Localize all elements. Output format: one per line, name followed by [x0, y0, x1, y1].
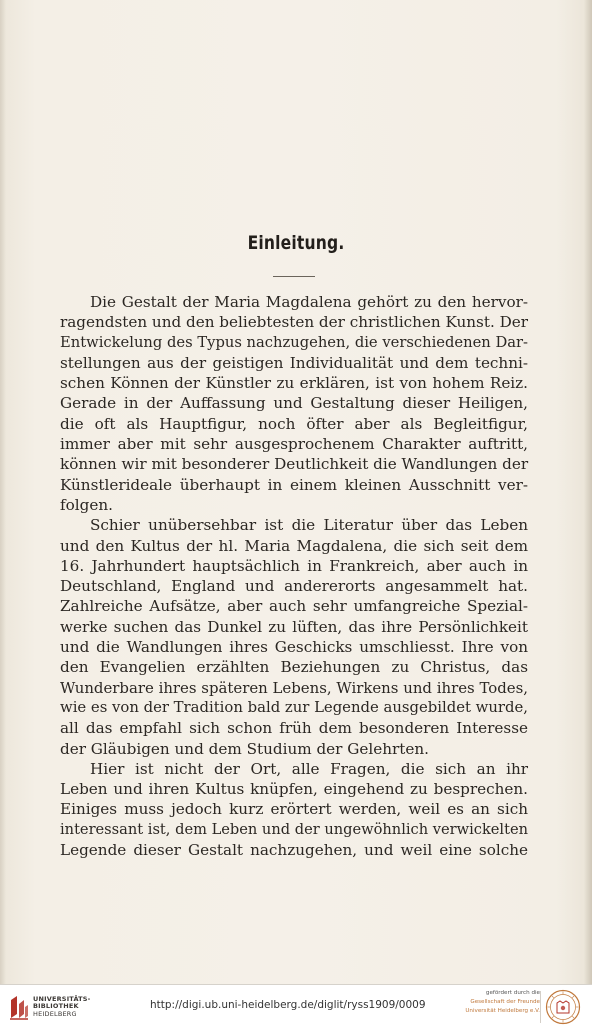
text-line: all das empfahl sich schon früh dem besonderen Interesse: [60, 719, 528, 738]
text-line: Gerade in der Auffassung und Gestaltung dieser Heiligen,: [60, 394, 528, 413]
text-line: wie es von der Tradition bald zur Legende ausgebildet wurde,: [60, 698, 528, 716]
text-line: und die Wandlungen ihres Geschicks umschliesst. Ihre von: [60, 638, 528, 657]
text-line: Schier unübersehbar ist die Literatur über das Leben: [90, 516, 528, 535]
text-line: Wunderbare ihres späteren Lebens, Wirkens und ihres Todes,: [60, 678, 528, 697]
text-line: Einiges muss jedoch kurz erörtert werden, weil es an sich: [60, 800, 528, 819]
body-text: [60, 292, 528, 860]
text-line: der Gläubigen und dem Studium der Gelehrten.: [60, 739, 429, 758]
text-line: Künstlerideale überhaupt in einem kleinen Ausschnitt ver-: [60, 475, 528, 494]
text-line: werke suchen das Dunkel zu lüften, das ihre Persönlichkeit: [60, 617, 528, 636]
library-name: [33, 996, 91, 1018]
page-edge-shadow-right: [584, 0, 592, 984]
page-edge-shadow-left: [0, 0, 6, 984]
text-line: Hier ist nicht der Ort, alle Fragen, die sich an ihr: [90, 759, 528, 778]
text-line: und den Kultus der hl. Maria Magdalena, die sich seit dem: [60, 536, 528, 555]
text-line: 16. Jahrhundert hauptsächlich in Frankreich, aber auch in: [60, 556, 528, 575]
sponsor-by-label: gefördert durch die: [485, 990, 540, 996]
library-name-line3: HEIDELBERG: [33, 1009, 77, 1018]
text-line: folgen.: [60, 495, 113, 514]
text-line: Entwickelung des Typus nachzugehen, die verschiedenen Dar-: [60, 333, 528, 351]
text-line: Leben und ihren Kultus knüpfen, eingehend zu besprechen.: [60, 780, 528, 799]
heading-rule: [273, 276, 315, 277]
footer-divider: [540, 991, 541, 1023]
text-line: ragendsten und den beliebtesten der christlichen Kunst. Der: [60, 313, 528, 332]
text-line: stellungen aus der geistigen Individualität und dem techni-: [60, 353, 528, 372]
text-line: schen Können der Künstler zu erklären, ist von hohem Reiz.: [60, 374, 528, 393]
library-name-line2: BIBLIOTHEK: [33, 1002, 79, 1011]
text-line: können wir mit besonderer Deutlichkeit die Wandlungen der: [60, 455, 529, 474]
text-line: Die Gestalt der Maria Magdalena gehört zu den hervor-: [90, 293, 528, 311]
text-line: Deutschland, England und andererorts angesammelt hat.: [60, 577, 528, 596]
university-seal-icon: [545, 989, 581, 1025]
text-line: Zahlreiche Aufsätze, aber auch sehr umfangreiche Spezial-: [60, 597, 528, 616]
ub-logo-icon: [8, 994, 30, 1020]
text-line: Legende dieser Gestalt nachzugehen, und weil eine solche: [60, 841, 528, 860]
text-line: immer aber mit sehr ausgesprochenem Charakter auftritt,: [60, 435, 528, 454]
viewer-footer: [0, 984, 592, 1027]
text-line: die oft als Hauptfigur, noch öfter aber als Begleitfigur,: [60, 414, 528, 433]
sponsor-org-line1: Gesellschaft der Freunde: [470, 999, 540, 1005]
permalink-url[interactable]: http://digi.ub.uni-heidelberg.de/diglit/ryss1909/0009: [150, 999, 426, 1011]
sponsor-org-line2: Universität Heidelberg e.V.: [465, 1008, 540, 1014]
sponsor-credit: [450, 989, 540, 1016]
text-line: interessant ist, dem Leben und der ungewöhnlich verwickelten: [60, 820, 528, 838]
text-line: den Evangelien erzählten Beziehungen zu Christus, das: [60, 658, 528, 677]
library-name-line1: UNIVERSITÄTS-: [33, 995, 91, 1003]
chapter-heading: Einleitung.: [247, 232, 345, 254]
